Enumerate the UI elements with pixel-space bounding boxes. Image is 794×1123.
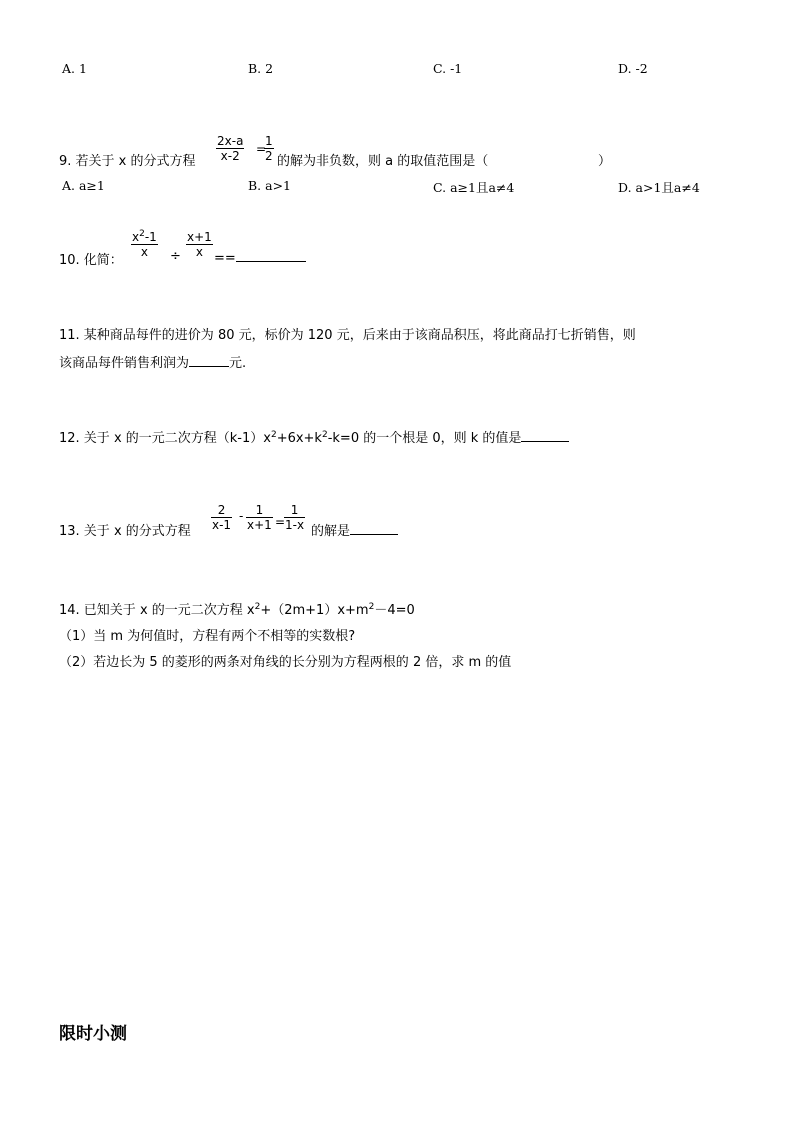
- q10-fraction-1-denominator: x: [131, 244, 158, 259]
- q14-exponent-1: 2: [254, 602, 261, 612]
- q9-fraction-1: [216, 134, 244, 163]
- q13-fraction-1-numerator: 2: [217, 503, 226, 517]
- q12-exponent-2: 2: [321, 430, 328, 440]
- q10-num-tail: -1: [144, 230, 157, 244]
- q10-num-exponent: 2: [139, 229, 145, 239]
- q12-text: [59, 427, 569, 446]
- q10-fraction-2-numerator: x+1: [187, 230, 212, 244]
- q14-part-1: （1）当 m 为何值时，方程有两个不相等的实数根?: [59, 629, 356, 644]
- q13-answer-blank[interactable]: [350, 522, 398, 535]
- q8-option-a: A. 1: [62, 61, 87, 76]
- q10-fraction-1: [131, 230, 158, 259]
- q10-answer-blank[interactable]: [236, 249, 306, 262]
- q9-option-a: A. a≥1: [62, 178, 105, 193]
- q13-fraction-2-numerator: 1: [255, 503, 264, 517]
- q10-fraction-1-numerator: [131, 230, 158, 244]
- q9-prefix: 9. 若关于 x 的分式方程: [59, 154, 196, 169]
- q10-equals: ==: [214, 251, 236, 266]
- q12-exponent-1: 2: [270, 430, 277, 440]
- q14-text: [59, 599, 415, 618]
- q13-minus: -: [239, 509, 244, 523]
- q10-fraction-2: [186, 230, 213, 259]
- q9-suffix: 的解为非负数，则 a 的取值范围是（: [277, 154, 489, 169]
- q13-fraction-1: [211, 503, 232, 532]
- q9-fraction-1-denominator: x-2: [216, 148, 244, 163]
- q9-fraction-2-denominator: 2: [265, 149, 273, 163]
- q11-line2-post: 元.: [229, 356, 247, 371]
- q9-option-b: B. a>1: [248, 178, 292, 193]
- q10-fraction-2-denominator: x: [186, 244, 213, 259]
- section-heading: 限时小测: [59, 1024, 127, 1044]
- q9-fraction-1-numerator: 2x-a: [217, 134, 244, 148]
- q8-option-c: C. -1: [433, 61, 463, 76]
- q10-prefix: 10. 化简：: [59, 253, 123, 268]
- q9-option-c: C. a≥1且a≠4: [433, 180, 515, 195]
- q10-suffix: [214, 249, 306, 266]
- q8-option-b: B. 2: [248, 61, 274, 76]
- q13-fraction-3: [284, 503, 305, 532]
- q12-answer-blank[interactable]: [521, 429, 569, 442]
- q14-text-b: +（2m+1）x+m: [260, 603, 369, 618]
- q13-fraction-3-denominator: 1-x: [285, 518, 305, 532]
- q14-text-a: 14. 已知关于 x 的一元二次方程 x: [59, 603, 255, 618]
- q13-suffix-text: 的解是: [311, 524, 351, 539]
- q14-text-c: －4=0: [374, 603, 415, 618]
- q9-equals: =: [256, 142, 267, 156]
- q11-answer-blank[interactable]: [189, 354, 229, 367]
- q13-prefix: 13. 关于 x 的分式方程: [59, 524, 191, 539]
- q10-divide-sign: ÷: [170, 249, 181, 264]
- q11-line1: 11. 某种商品每件的进价为 80 元，标价为 120 元，后来由于该商品积压，将此商品打七折销售，则: [59, 328, 636, 343]
- q13-fraction-2: [246, 503, 273, 532]
- q9-close-paren: ）: [598, 154, 612, 169]
- q8-option-d: D. -2: [618, 61, 648, 76]
- q9-fraction-2-numerator: 1: [265, 134, 273, 148]
- q13-suffix: [311, 520, 398, 539]
- q13-fraction-3-numerator: 1: [290, 503, 299, 517]
- q14-part-2: （2）若边长为 5 的菱形的两条对角线的长分别为方程两根的 2 倍，求 m 的值: [59, 655, 512, 670]
- q10-num-base: x: [132, 230, 140, 244]
- q12-text-a: 12. 关于 x 的一元二次方程（k-1）x: [59, 431, 271, 446]
- q12-text-c: -k=0 的一个根是 0，则 k 的值是: [327, 431, 522, 446]
- q13-fraction-1-denominator: x-1: [212, 518, 232, 532]
- q9-option-d: D. a>1且a≠4: [618, 180, 700, 195]
- q9-fraction-2: [264, 134, 274, 163]
- q11-line2: [59, 352, 246, 371]
- q13-fraction-2-denominator: x+1: [247, 518, 272, 532]
- q14-exponent-2: 2: [368, 602, 375, 612]
- q13-equals: =: [275, 515, 286, 529]
- q12-text-b: +6x+k: [276, 431, 322, 446]
- q11-line2-pre: 该商品每件销售利润为: [59, 356, 190, 371]
